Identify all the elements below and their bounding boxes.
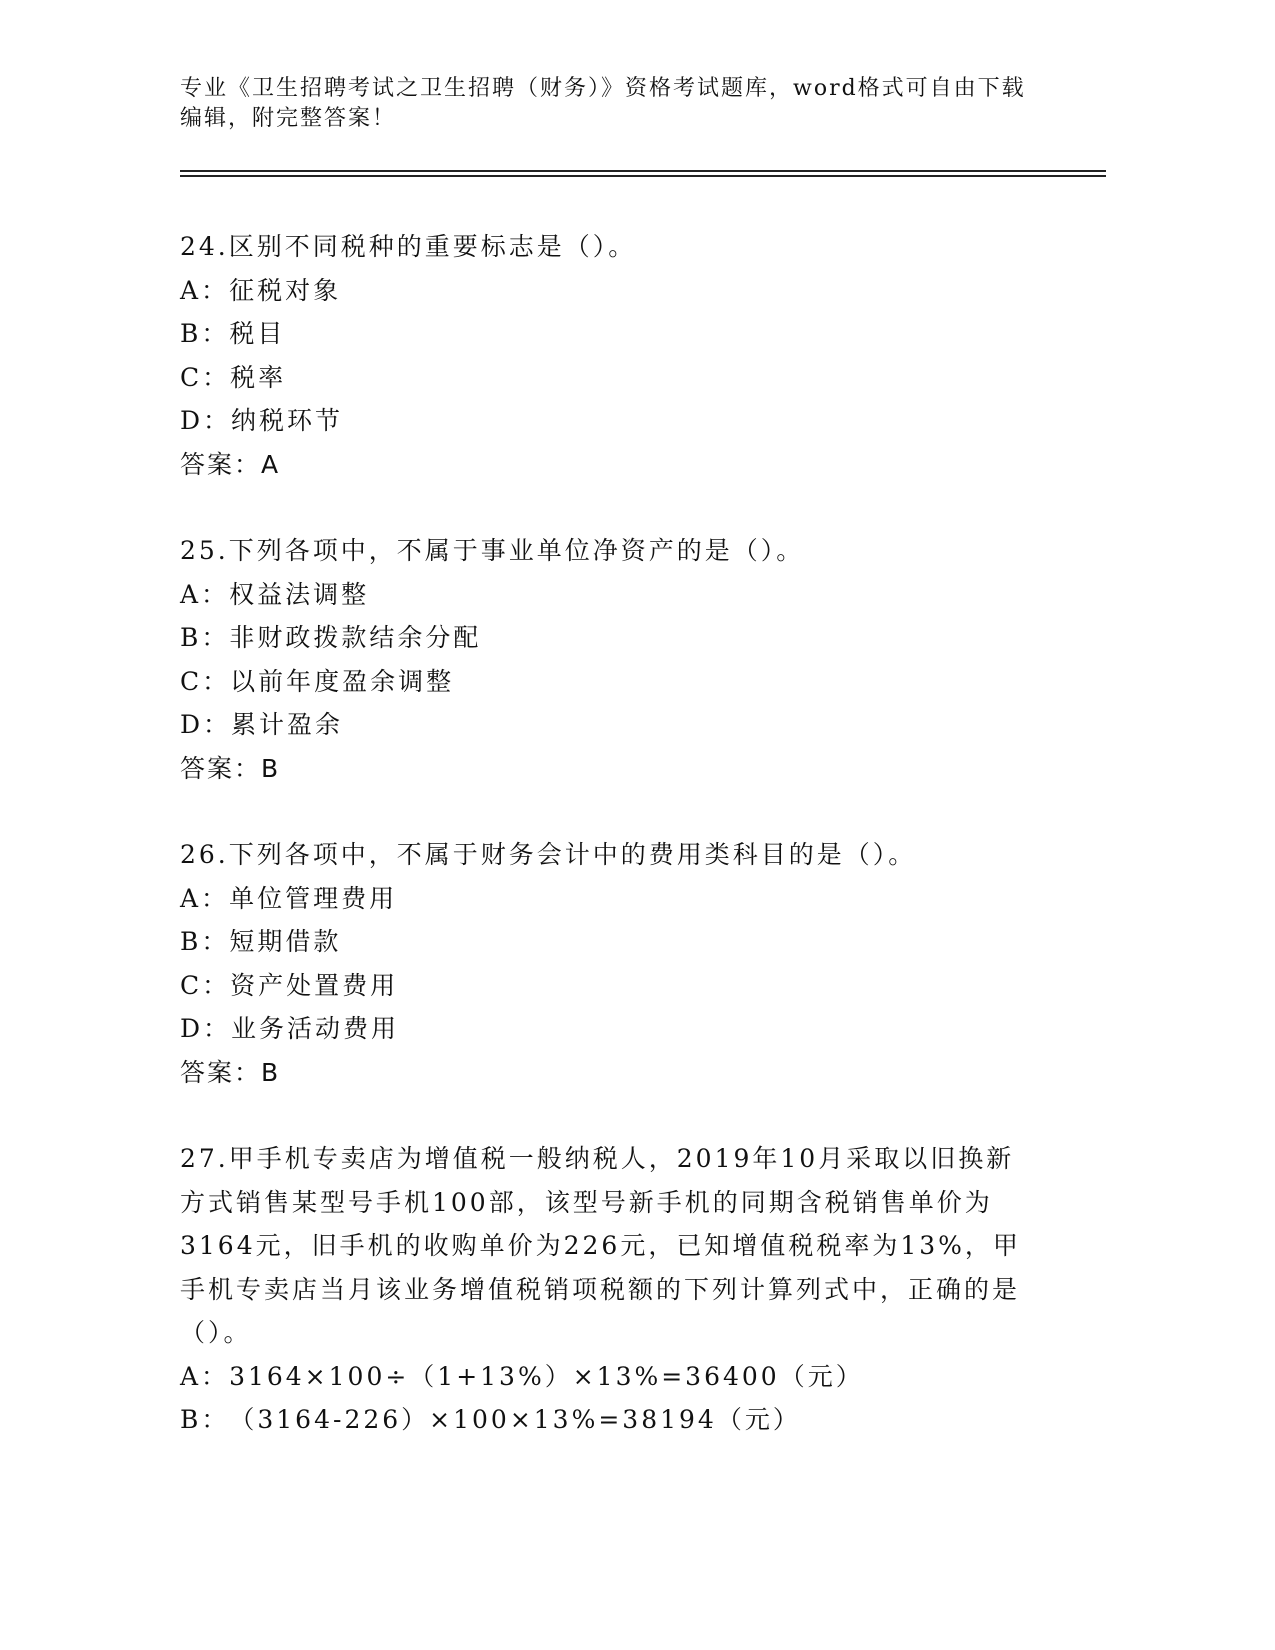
answer-line: 答案：B [180, 1057, 281, 1087]
question-27 [180, 1137, 1040, 1442]
option-text: 征税对象 [229, 275, 342, 305]
question-25 [180, 529, 1040, 790]
option-text: 税目 [229, 319, 286, 348]
answer-line: 答案：A [180, 449, 281, 479]
option-text: 短期借款 [229, 927, 342, 956]
option-c [180, 964, 1040, 1008]
option-text: 业务活动费用 [231, 1014, 400, 1043]
option-letter: D： [180, 1014, 232, 1043]
option-text: 累计盈余 [231, 710, 344, 739]
option-letter: C： [180, 666, 231, 696]
option-letter: B： [180, 623, 230, 652]
option-letter: D： [180, 406, 232, 435]
answer-line: 答案：B [180, 753, 281, 783]
document-header: 专业《卫生招聘考试之卫生招聘（财务）》资格考试题库，word格式可自由下载编辑，附完整答案！ [180, 76, 1026, 131]
option-b [180, 616, 1040, 660]
option-a [180, 877, 1040, 921]
question-stem: 24.区别不同税种的重要标志是（）。 [180, 232, 637, 261]
header-divider-bottom [180, 175, 1106, 177]
option-text: 税率 [230, 362, 287, 392]
option-letter: C： [180, 970, 231, 1000]
option-text: 资产处置费用 [230, 970, 399, 1000]
option-letter: A： [180, 579, 230, 609]
question-stem: 26.下列各项中，不属于财务会计中的费用类科目的是（）。 [180, 840, 917, 869]
option-text: 权益法调整 [229, 579, 370, 609]
option-letter: B： [180, 1405, 230, 1434]
header-divider-top [180, 170, 1106, 172]
option-d [180, 703, 1040, 747]
option-d [180, 1007, 1040, 1051]
option-a [180, 573, 1040, 617]
option-text: 非财政拨款结余分配 [229, 623, 482, 652]
option-letter: C： [180, 362, 231, 392]
question-26 [180, 833, 1040, 1094]
option-a [180, 1355, 1040, 1399]
question-list [180, 225, 1040, 1485]
question-24 [180, 225, 1040, 486]
option-b [180, 1398, 1040, 1442]
option-text: 单位管理费用 [229, 883, 398, 913]
question-stem: 27.甲手机专卖店为增值税一般纳税人，2019年10月采取以旧换新方式销售某型号手机100部，该型号新手机的同期含税销售单价为3164元，旧手机的收购单价为226元，已知增值税税率为13%，甲手机专卖店当月该业务增值税销项税额的下列计算列式中，正确的是（）。 [180, 1144, 1021, 1347]
option-letter: B： [180, 927, 230, 956]
question-stem: 25.下列各项中，不属于事业单位净资产的是（）。 [180, 536, 805, 565]
option-d [180, 399, 1040, 443]
option-c [180, 356, 1040, 400]
option-letter: A： [180, 1361, 230, 1391]
option-text: （3164-226）×100×13%=38194（元） [229, 1405, 801, 1434]
option-b [180, 312, 1040, 356]
option-a [180, 269, 1040, 313]
option-text: 纳税环节 [231, 406, 344, 435]
option-letter: D： [180, 710, 232, 739]
option-letter: A： [180, 275, 230, 305]
option-c [180, 660, 1040, 704]
option-text: 以前年度盈余调整 [230, 666, 455, 696]
option-b [180, 920, 1040, 964]
option-text: 3164×100÷（1+13%）×13%=36400（元） [229, 1361, 864, 1391]
option-letter: B： [180, 319, 230, 348]
option-letter: A： [180, 883, 230, 913]
